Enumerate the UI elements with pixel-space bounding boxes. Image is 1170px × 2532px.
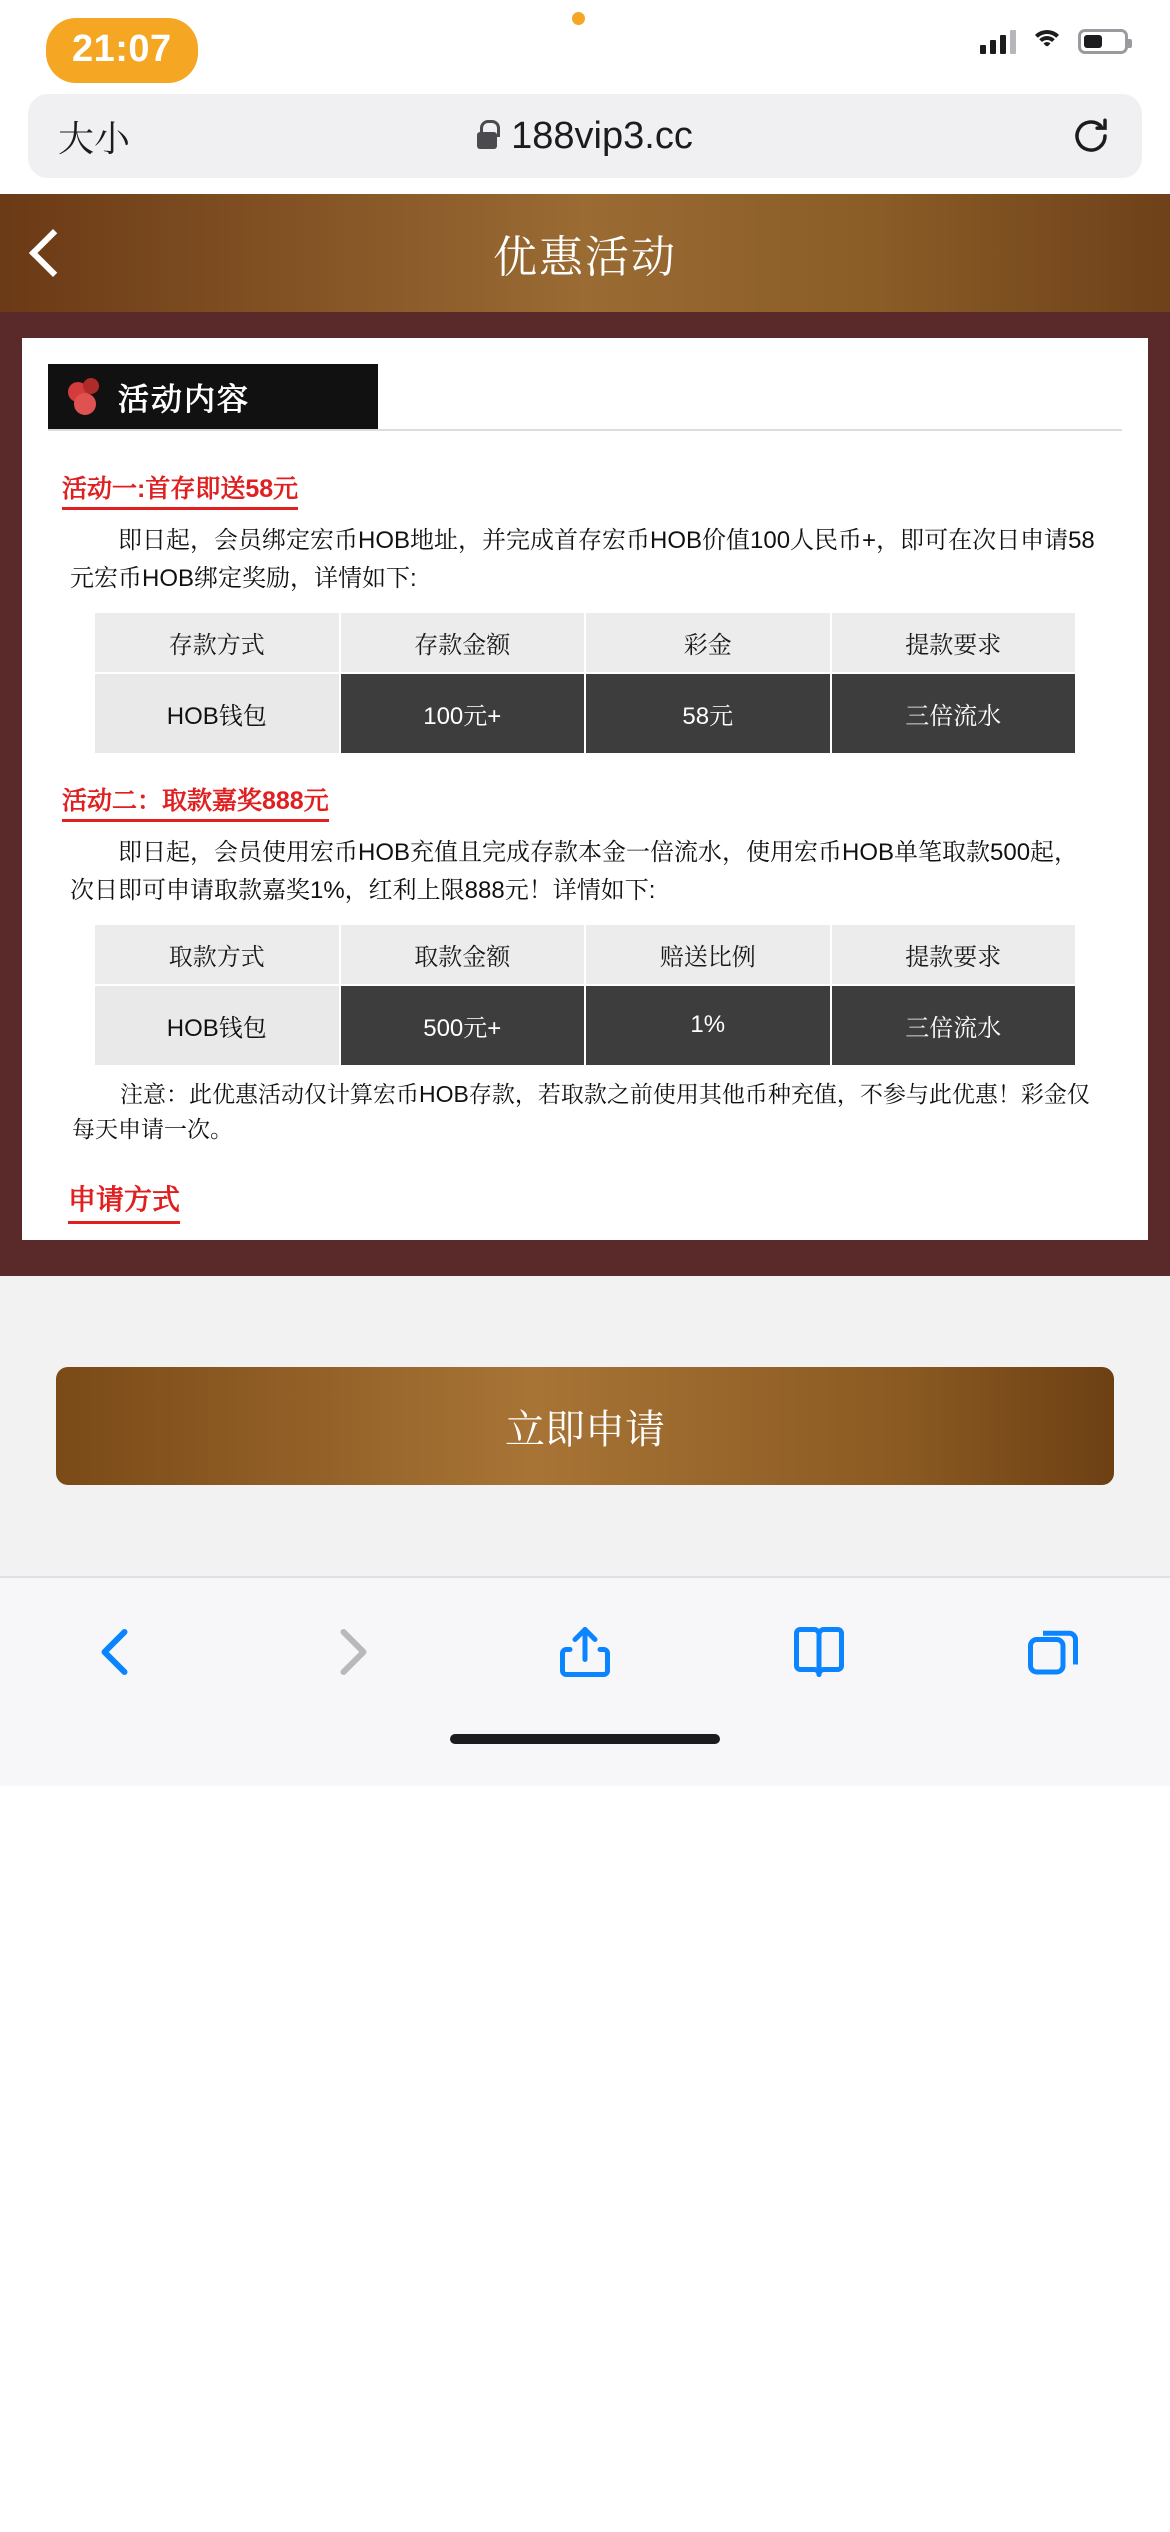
table-header-row [94, 924, 1076, 985]
table-cell: HOB钱包 [94, 985, 340, 1066]
browser-toolbar [0, 88, 1170, 194]
table-cell: 三倍流水 [831, 673, 1077, 754]
table-header-cell: 存款方式 [94, 612, 340, 673]
app-header [0, 194, 1170, 312]
page-title: 优惠活动 [493, 233, 677, 282]
divider [48, 429, 1122, 431]
table-row [94, 673, 1076, 754]
table-header-cell: 取款方式 [94, 924, 340, 985]
status-bar [0, 0, 1170, 88]
lock-icon [477, 132, 497, 149]
bookmarks-icon[interactable] [759, 1607, 879, 1697]
browser-bottom-toolbar [0, 1576, 1170, 1726]
promo-note: 注意：此优惠活动仅计算宏币HOB存款，若取款之前使用其他币种充值，不参与此优惠！彩金仅每天申请一次。 [72, 1080, 1090, 1143]
apply-now-button[interactable]: 立即申请 [56, 1367, 1114, 1485]
nav-forward-icon [291, 1607, 411, 1697]
tabs-icon[interactable] [993, 1607, 1113, 1697]
table-header-cell: 彩金 [585, 612, 831, 673]
table-header-cell: 提款要求 [831, 924, 1077, 985]
promo-card [22, 338, 1148, 1240]
cellular-signal-icon [980, 28, 1016, 54]
section-banner-label: 活动内容 [118, 382, 250, 417]
wifi-icon [1030, 28, 1064, 54]
home-indicator[interactable] [450, 1734, 720, 1744]
table-header-cell: 存款金额 [340, 612, 586, 673]
table-header-row [94, 612, 1076, 673]
address-bar[interactable] [28, 94, 1142, 178]
reload-icon[interactable] [1070, 115, 1112, 157]
promo1-table [93, 611, 1077, 755]
nav-back-icon[interactable] [57, 1607, 177, 1697]
promo-page-body [0, 312, 1170, 1276]
table-cell: 500元+ [340, 985, 586, 1066]
share-icon[interactable] [525, 1607, 645, 1697]
table-cell: HOB钱包 [94, 673, 340, 754]
table-cell: 58元 [585, 673, 831, 754]
section-banner [48, 364, 378, 429]
apply-intro [72, 1238, 1098, 1240]
recording-indicator-dot [572, 12, 585, 25]
status-icons [980, 28, 1128, 54]
promo2-table [93, 923, 1077, 1067]
table-header-cell: 提款要求 [831, 612, 1077, 673]
promo1-title: 活动一:首存即送58元 [62, 469, 298, 510]
url-display [28, 115, 1142, 158]
apply-heading: 申请方式 [68, 1178, 180, 1224]
promo1-description: 即日起，会员绑定宏币HOB地址，并完成首存宏币HOB价值100人民币+，即可在次日申请58元宏币HOB绑定奖励，详情如下: [70, 527, 1095, 593]
table-cell: 100元+ [340, 673, 586, 754]
flower-icon [66, 378, 104, 416]
battery-icon [1078, 29, 1128, 54]
url-text: 188vip3.cc [511, 114, 693, 157]
table-header-cell: 取款金额 [340, 924, 586, 985]
table-header-cell: 赔送比例 [585, 924, 831, 985]
table-cell: 1% [585, 985, 831, 1066]
home-indicator-area [0, 1726, 1170, 1786]
cta-area [0, 1276, 1170, 1576]
back-chevron-icon[interactable] [29, 229, 77, 277]
table-row [94, 985, 1076, 1066]
promo2-title: 活动二：取款嘉奖888元 [62, 781, 329, 822]
promo2-description: 即日起，会员使用宏币HOB充值且完成存款本金一倍流水，使用宏币HOB单笔取款500起，次日即可申请取款嘉奖1%，红利上限888元！详情如下: [70, 838, 1079, 905]
table-cell: 三倍流水 [831, 985, 1077, 1066]
status-clock: 21:07 [46, 18, 198, 83]
text-size-button[interactable]: 大小 [58, 117, 131, 159]
